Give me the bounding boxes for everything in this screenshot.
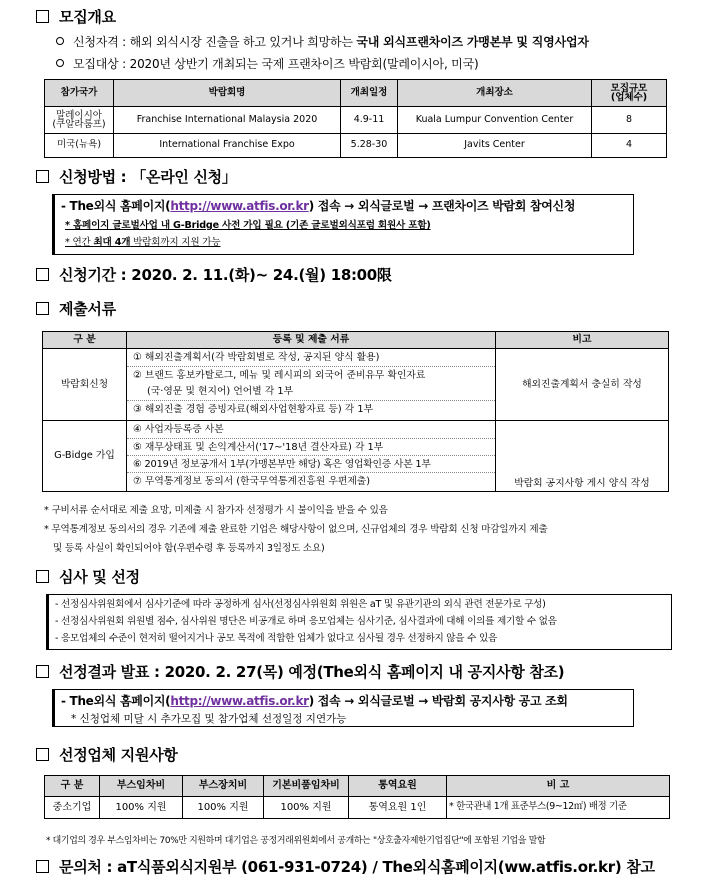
results-note: * 신청업체 미달 시 추가모집 및 참가업체 선정일정 지연가능	[71, 713, 347, 725]
documents-note-2: * 무역통계정보 동의서의 경우 기존에 제출 완료한 기업은 해당사항이 없으며, 신규업체의 경우 박람회 신청 마감일까지 제출	[44, 524, 548, 535]
circle-bullet-icon	[56, 37, 64, 45]
col-header: 참가국가	[45, 80, 114, 107]
checkbox-square-icon	[36, 665, 49, 678]
col-header: 박람회명	[114, 80, 341, 107]
apply-path: - The외식 홈페이지(http://www.atfis.or.kr) 접속 → 외식글로벌 → 프랜차이즈 박람회 참여신청	[61, 199, 576, 213]
section-title-period: 신청기간 : 2020. 2. 11.(화)~ 24.(월) 18:00限	[36, 264, 392, 285]
section-title-overview: 모집개요	[36, 6, 116, 27]
col-header: 부스장치비	[183, 776, 264, 797]
table-row: 말레이시아 (쿠알라룸프) Franchise International Malaysia 2020 4.9-11 Kuala Lumpur Convention Center 8	[45, 107, 667, 134]
table-row: 박람회신청 ① 해외진출계획서(각 박람회별로 작성, 공지된 양식 활용) ② 브랜드 홍보카탈로그, 메뉴 및 레시피의 외국어 준비유무 확인자료 (국·영문 및 현지어) 언어별 각 1부 ③ 해외진출 경험 증빙자료(해외사업현황자료 등) 각 1부 해외진출계획서 충실히 작성	[43, 349, 669, 421]
documents-note-2-cont: 및 등록 사실이 확인되어야 함(우편수령 후 등록까지 3일정도 소요)	[53, 543, 325, 554]
documents-note-1: * 구비서류 순서대로 제출 요망, 미제출 시 참가자 선정평가 시 불이익을 받을 수 있음	[44, 505, 388, 516]
col-header: 통역요원	[349, 776, 447, 797]
col-header: 구 분	[45, 776, 100, 797]
review-box: - 선정심사위원회에서 심사기준에 따라 공정하게 심사(선정심사위원회 위원은 aT 및 유관기관의 외식 관련 전문가로 구성) - 선정심사위원회 위원별 점수, 심사위원 명단은 비공개로 하며 응모업체는 심사기준, 심사결과에 대해 이의를 제기할 수 없음 - 응모업체의 수준이 현저히 떨어지거나 공모 목적에 적합한 업체가 없다고 심사될 경우 선정하지 않을 수 있음	[46, 594, 672, 650]
section-title-results: 선정결과 발표 : 2020. 2. 27(목) 예정(The외식 홈페이지 내 공지사항 참조)	[36, 661, 564, 682]
col-header: 개최일정	[341, 80, 398, 107]
table-row: 미국(뉴욕) International Franchise Expo 5.28-30 Javits Center 4	[45, 134, 667, 158]
support-table	[44, 775, 670, 819]
documents-table	[42, 331, 669, 492]
apply-method-box	[52, 194, 634, 255]
results-box	[52, 689, 634, 727]
checkbox-square-icon	[36, 10, 49, 23]
col-header: 구 분	[43, 332, 127, 349]
col-header: 모집규모 (업체수)	[592, 80, 667, 107]
col-header: 개최장소	[398, 80, 592, 107]
section-title-contact: 문의처 : aT식품외식지원부 (061-931-0724) / The외식홈페이지(ww.atfis.or.kr) 참고	[36, 856, 655, 877]
circle-bullet-icon	[56, 59, 64, 67]
section-title-review: 심사 및 선정	[36, 566, 140, 587]
results-path: - The외식 홈페이지(http://www.atfis.or.kr) 접속 → 외식글로벌 → 박람회 공지사항 공고 조회	[61, 694, 568, 708]
col-header: 기본비품임차비	[264, 776, 349, 797]
col-header: 등록 및 제출 서류	[127, 332, 496, 349]
col-header: 비 고	[447, 776, 670, 797]
section-title-apply-method: 신청방법 : 「온라인 신청」	[36, 166, 237, 187]
checkbox-square-icon	[36, 860, 49, 873]
gbridge-note: * 홈페이지 글로벌사업 내 G-Bridge 사전 가입 필요 (기존 글로벌외식포럼 회원사 포함)	[65, 220, 431, 231]
support-note: * 대기업의 경우 부스임차비는 70%만 지원하며 대기업은 공정거래위원회에서 공개하는 "상호출자제한기업집단"에 포함된 기업을 말함	[46, 836, 546, 846]
table-row: G-Bidge 가입 ④ 사업자등록증 사본 ⑤ 재무상태표 및 손익계산서('17~'18년 결산자료) 각 1부 ⑥ 2019년 정보공개서 1부(가맹본부만 해당) 혹은 영업확인증 사본 1부 ⑦ 무역통계정보 동의서 (한국무역통계진흥원 우편제출) 박람회 공지사항 게시 양식 작성	[43, 421, 669, 492]
checkbox-square-icon	[36, 570, 49, 583]
target-line: 모집대상 : 2020년 상반기 개최되는 국제 프랜차이즈 박람회(말레이시아, 미국)	[56, 55, 478, 72]
checkbox-square-icon	[36, 170, 49, 183]
limit-note: * 연간 최대 4개 박람회까지 지원 가능	[65, 237, 221, 248]
col-header: 비고	[496, 332, 669, 349]
checkbox-square-icon	[36, 748, 49, 761]
checkbox-square-icon	[36, 302, 49, 315]
eligibility-line: 신청자격 : 해외 외식시장 진출을 하고 있거나 희망하는 국내 외식프랜차이즈 가맹본부 및 직영사업자	[56, 33, 589, 50]
atfis-link[interactable]: http://www.atfis.or.kr	[170, 694, 309, 708]
checkbox-square-icon	[36, 268, 49, 281]
section-title-documents: 제출서류	[36, 298, 116, 319]
atfis-link[interactable]: http://www.atfis.or.kr	[170, 199, 309, 213]
expo-table	[44, 79, 667, 158]
col-header: 부스임차비	[100, 776, 183, 797]
table-row: 중소기업 100% 지원 100% 지원 100% 지원 통역요원 1인 * 한국관내 1개 표준부스(9~12㎡) 배정 기준	[45, 797, 670, 819]
section-title-support: 선정업체 지원사항	[36, 744, 177, 765]
